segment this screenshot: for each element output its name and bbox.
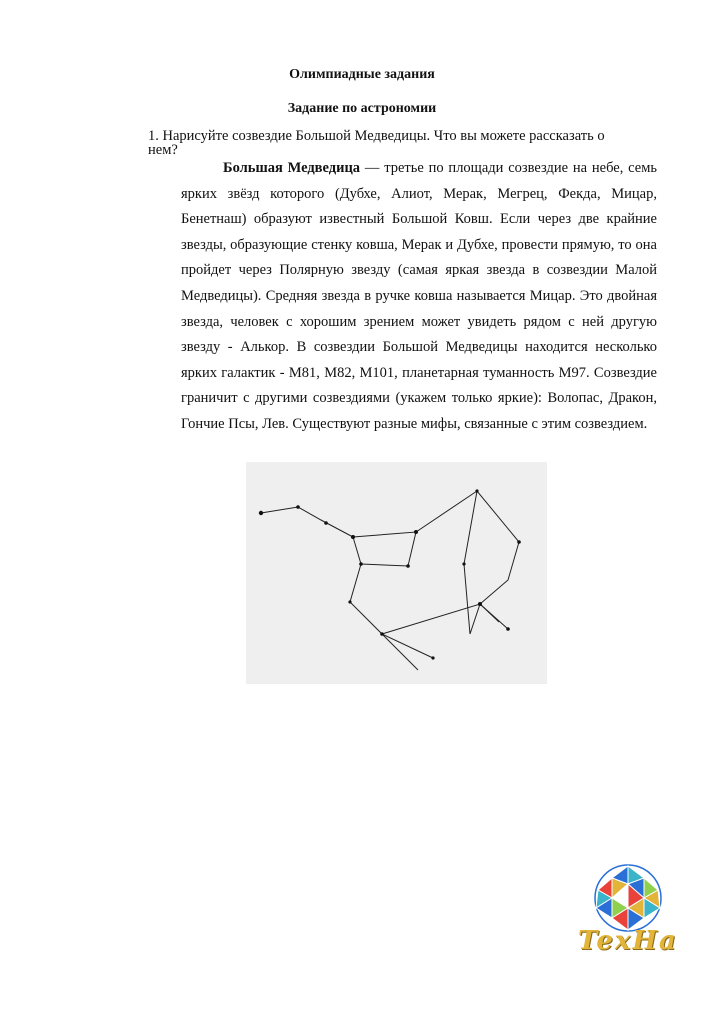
constellation-svg xyxy=(246,462,547,684)
constellation-line-body xyxy=(353,532,416,566)
constellation-line-leg4 xyxy=(480,604,499,622)
star xyxy=(506,627,510,631)
constellation-line-leg2 xyxy=(382,634,433,658)
star xyxy=(259,511,263,515)
star xyxy=(380,632,384,636)
question-text xyxy=(148,126,658,147)
star xyxy=(414,530,418,534)
geodesic-sphere-icon xyxy=(576,862,681,932)
star xyxy=(431,656,434,659)
question-line-1: 1. Нарисуйте созвездие Большой Медведицы. Что вы можете рассказать о xyxy=(148,128,605,144)
constellation-line-leg3 xyxy=(382,634,418,670)
constellation-line-leg1 xyxy=(382,604,508,634)
star xyxy=(296,505,300,509)
answer-term: Большая Медведица xyxy=(223,160,361,176)
star xyxy=(462,562,465,565)
page-subtitle: Задание по астрономии xyxy=(287,101,437,116)
star xyxy=(351,535,355,539)
constellation-line-front xyxy=(350,564,382,634)
logo-text: TexHa xyxy=(578,926,678,956)
question-text-continuation: нем? xyxy=(148,142,178,158)
answer-paragraph xyxy=(181,156,657,438)
page-title: Олимпиадные задания xyxy=(289,67,435,82)
star xyxy=(359,562,363,566)
star xyxy=(348,600,351,603)
star xyxy=(475,489,478,492)
star xyxy=(478,602,482,606)
constellation-drawing xyxy=(246,462,547,684)
constellation-line-head xyxy=(261,507,353,537)
star xyxy=(324,521,328,525)
star xyxy=(517,540,521,544)
constellation-line-back xyxy=(416,491,519,634)
star xyxy=(406,564,410,568)
answer-body: — третье по площади созвездие на небе, семь ярких звёзд которого (Дубхе, Алиот, Мерак, Мегрец, Фекда, Мицар, Бенетнаш) образуют известный Большой Ковш. Если через две крайние звезды, образующие стенку ковша, Мерак и Дубхе, провести прямую, то она пройдет через Полярную звезду (самая яркая звезда в созвездии Малой Медведицы). Средняя звезда в ручке ковша называется Мицар. Это двойная звезда, человек с хорошим зрением может увидеть рядом с ней другую звезду - Алькор. В созвездии Большой Медведицы находится несколько ярких галактик - М81, М82, М101, планетарная туманность М97. Созвездие граничит с другими созвездиями (укажем только яркие): Волопас, Дракон, Гончие Псы, Лев. Существуют разные мифы, связанные с этим созвездием. xyxy=(181,160,657,432)
